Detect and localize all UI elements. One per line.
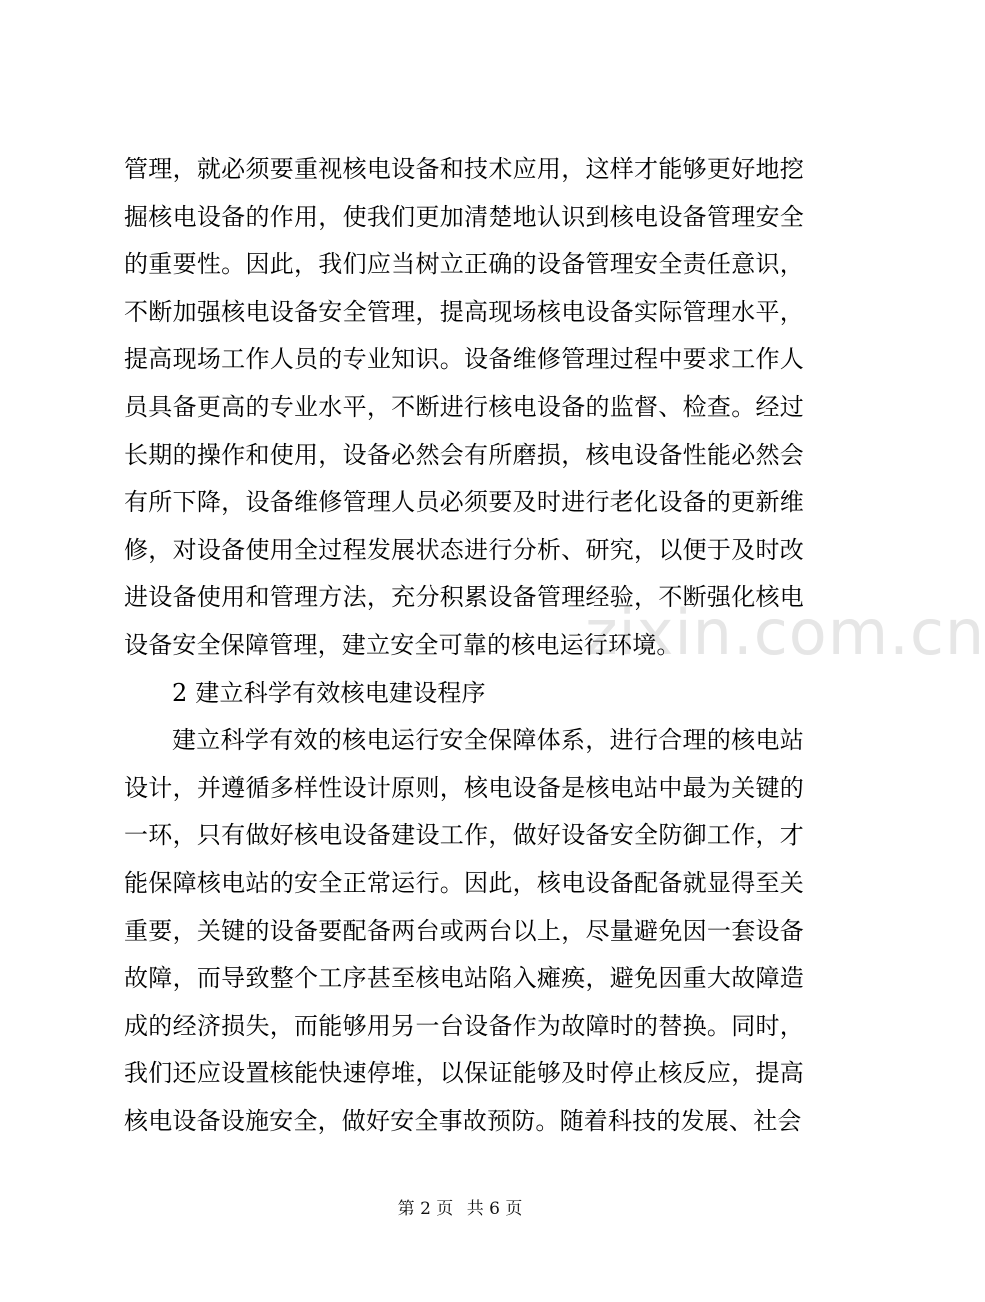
page-number: 第 2 页 (397, 1199, 454, 1219)
section-heading: 2 建立科学有效核电建设程序 (172, 678, 486, 707)
page-footer (0, 1197, 920, 1221)
document-body (124, 146, 804, 1145)
page-total: 共 6 页 (466, 1199, 523, 1219)
watermark: zixin.com.cn (585, 596, 985, 669)
paragraph-body-1: 管理，就必须要重视核电设备和技术应用，这样才能够更好地挖掘核电设备的作用，使我们更加清楚地认识到核电设备管理安全的重要性。因此，我们应当树立正确的设备管理安全责任意识，不断加强核电设备安全管理，提高现场核电设备实际管理水平，提高现场工作人员的专业知识。设备维修管理过程中要求工作人员具备更高的专业水平，不断进行核电设备的监督、检查。经过长期的操作和使用，设备必然会有所磨损，核电设备性能必然会有所下降，设备维修管理人员必须要及时进行老化设备的更新维修，对设备使用全过程发展状态进行分析、研究，以便于及时改进设备使用和管理方法，充分积累设备管理经验，不断强化核电设备安全保障管理，建立安全可靠的核电运行环境。 (124, 155, 804, 659)
paragraph-body-2: 建立科学有效的核电运行安全保障体系，进行合理的核电站设计，并遵循多样性设计原则，核电设备是核电站中最为关键的一环，只有做好核电设备建设工作，做好设备安全防御工作，才能保障核电站的安全正常运行。因此，核电设备配备就显得至关重要，关键的设备要配备两台或两台以上，尽量避免因一套设备故障，而导致整个工序甚至核电站陷入瘫痪，避免因重大故障造成的经济损失，而能够用另一台设备作为故障时的替换。同时，我们还应设置核能快速停堆，以保证能够及时停止核反应，提高核电设备设施安全，做好安全事故预防。随着科技的发展、社会 (124, 726, 804, 1135)
